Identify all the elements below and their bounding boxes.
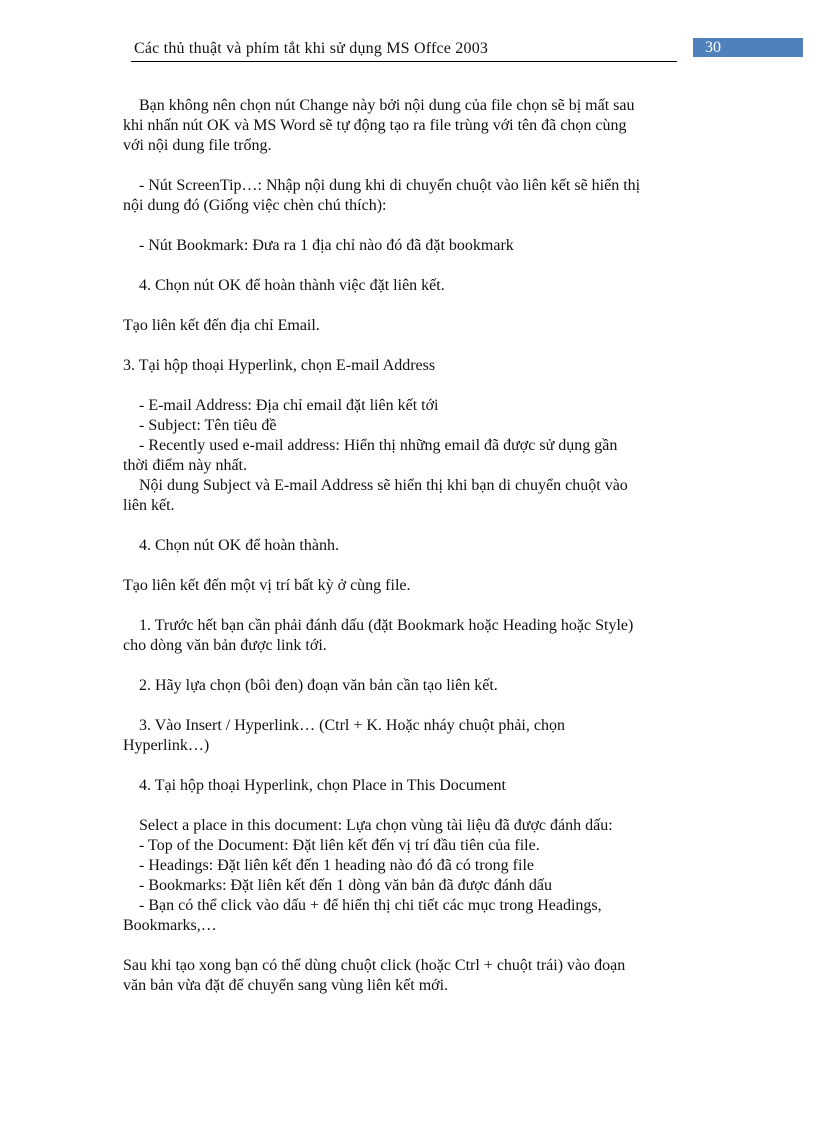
text-line: Bạn không nên chọn nút Change này bởi nội dung của file chọn sẽ bị mất sau — [123, 97, 635, 114]
text-line: - Bookmarks: Đặt liên kết đến 1 dòng văn bản đã được đánh dấu — [123, 877, 553, 894]
text-line: - E-mail Address: Địa chỉ email đặt liên kết tới — [123, 397, 439, 414]
text-line: với nội dung file trống. — [123, 137, 272, 154]
text-line: văn bản vừa đặt để chuyển sang vùng liên kết mới. — [123, 977, 449, 994]
paragraph-gap — [123, 336, 703, 356]
paragraph-gap — [123, 516, 703, 536]
text-line: 4. Chọn nút OK để hoàn thành. — [123, 537, 339, 554]
paragraph-gap — [123, 596, 703, 616]
document-body — [123, 96, 703, 996]
paragraph — [123, 956, 703, 996]
paragraph — [123, 776, 703, 796]
header-rule — [131, 61, 677, 62]
text-line: Tạo liên kết đến địa chỉ Email. — [123, 317, 320, 334]
header-title: Các thủ thuật và phím tắt khi sử dụng MS Offce 2003 — [134, 40, 489, 57]
paragraph-gap — [123, 656, 703, 676]
text-line: thời điểm này nhất. — [123, 457, 247, 474]
text-line: - Top of the Document: Đặt liên kết đến vị trí đầu tiên của file. — [123, 837, 540, 854]
paragraph-gap — [123, 796, 703, 816]
paragraph — [123, 716, 703, 756]
text-line: 2. Hãy lựa chọn (bôi đen) đoạn văn bản cần tạo liên kết. — [123, 677, 498, 694]
paragraph — [123, 316, 703, 336]
text-line: Tạo liên kết đến một vị trí bất kỳ ở cùng file. — [123, 577, 411, 594]
text-line: Sau khi tạo xong bạn có thể dùng chuột click (hoặc Ctrl + chuột trái) vào đoạn — [123, 957, 626, 974]
paragraph-gap — [123, 256, 703, 276]
paragraph-gap — [123, 556, 703, 576]
paragraph-gap — [123, 376, 703, 396]
paragraph — [123, 616, 703, 656]
text-line: 4. Tại hộp thoại Hyperlink, chọn Place in This Document — [123, 777, 506, 794]
text-line: - Nút ScreenTip…: Nhập nội dung khi di chuyển chuột vào liên kết sẽ hiển thị — [123, 177, 641, 194]
text-line: - Headings: Đặt liên kết đến 1 heading nào đó đã có trong file — [123, 857, 534, 874]
paragraph — [123, 676, 703, 696]
text-line: - Nút Bookmark: Đưa ra 1 địa chỉ nào đó đã đặt bookmark — [123, 237, 514, 254]
page-number: 30 — [693, 38, 803, 57]
text-line: Bookmarks,… — [123, 917, 217, 934]
text-line: 4. Chọn nút OK để hoàn thành việc đặt liên kết. — [123, 277, 445, 294]
text-line: - Recently used e-mail address: Hiển thị những email đã được sử dụng gần — [123, 437, 618, 454]
paragraph-gap — [123, 936, 703, 956]
text-line: Nội dung Subject và E-mail Address sẽ hiển thị khi bạn di chuyển chuột vào — [123, 477, 628, 494]
paragraph-gap — [123, 216, 703, 236]
text-line: - Bạn có thể click vào dấu + để hiển thị chi tiết các mục trong Headings, — [123, 897, 602, 914]
paragraph-gap — [123, 296, 703, 316]
text-line: nội dung đó (Giống việc chèn chú thích): — [123, 197, 387, 214]
text-line: khi nhấn nút OK và MS Word sẽ tự động tạo ra file trùng với tên đã chọn cùng — [123, 117, 627, 134]
paragraph — [123, 236, 703, 256]
text-line: 3. Vào Insert / Hyperlink… (Ctrl + K. Hoặc nháy chuột phải, chọn — [123, 717, 565, 734]
paragraph — [123, 536, 703, 556]
text-line: Hyperlink…) — [123, 737, 210, 754]
paragraph — [123, 276, 703, 296]
text-line: 1. Trước hết bạn cần phải đánh dấu (đặt Bookmark hoặc Heading hoặc Style) — [123, 617, 634, 634]
paragraph-gap — [123, 696, 703, 716]
paragraph-gap — [123, 156, 703, 176]
text-line: 3. Tại hộp thoại Hyperlink, chọn E-mail Address — [123, 357, 436, 374]
text-line: cho dòng văn bản được link tới. — [123, 637, 327, 654]
paragraph — [123, 356, 703, 376]
text-line: Select a place in this document: Lựa chọn vùng tài liệu đã được đánh dấu: — [123, 817, 613, 834]
paragraph-gap — [123, 756, 703, 776]
paragraph — [123, 816, 703, 936]
paragraph — [123, 176, 703, 216]
paragraph — [123, 96, 703, 156]
text-line: - Subject: Tên tiêu đề — [123, 417, 277, 434]
paragraph — [123, 396, 703, 516]
paragraph — [123, 576, 703, 596]
text-line: liên kết. — [123, 497, 175, 514]
